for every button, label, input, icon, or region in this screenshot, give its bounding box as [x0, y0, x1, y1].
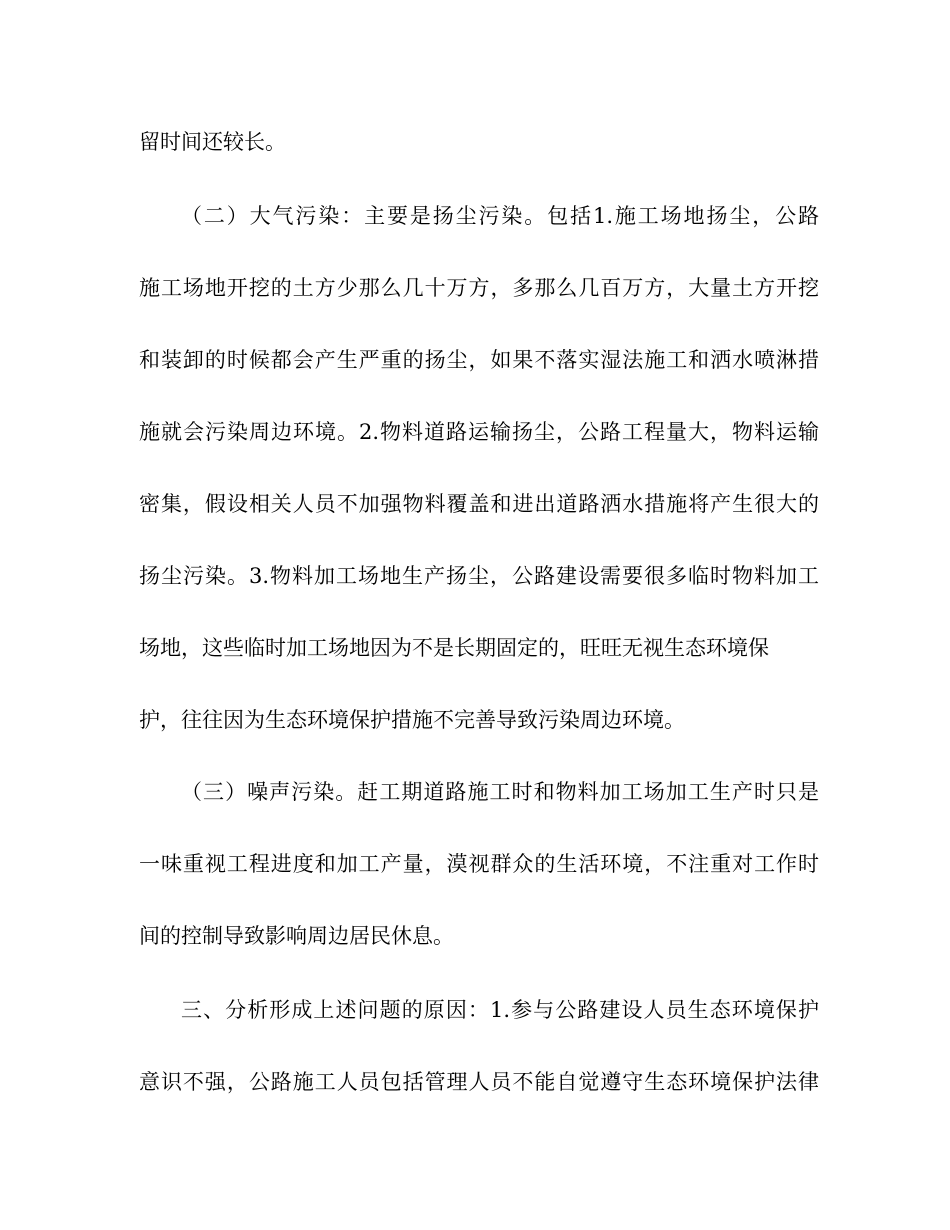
- text-line-12: 间的控制导致影响周边居民休息。: [139, 924, 454, 948]
- text-line-11: 一味重视工程进度和加工产量，漠视群众的生活环境，不注重对工作时: [139, 852, 819, 876]
- text-line-1: 留时间还较长。: [139, 130, 286, 154]
- text-line-13: 三、分析形成上述问题的原因：1.参与公路建设人员生态环境保护: [181, 998, 819, 1022]
- text-line-14: 意识不强，公路施工人员包括管理人员不能自觉遵守生态环境保护法律: [139, 1070, 819, 1094]
- text-line-9: 护，往往因为生态环境保护措施不完善导致污染周边环境。: [139, 708, 685, 732]
- text-line-5: 施就会污染周边环境。2.物料道路运输扬尘，公路工程量大，物料运输: [139, 420, 819, 444]
- text-line-3: 施工场地开挖的土方少那么几十万方，多那么几百万方，大量土方开挖: [139, 276, 819, 300]
- text-line-8: 场地，这些临时加工场地因为不是长期固定的，旺旺无视生态环境保: [139, 636, 769, 660]
- text-line-4: 和装卸的时候都会产生严重的扬尘，如果不落实湿法施工和洒水喷淋措: [139, 348, 819, 372]
- text-line-7: 扬尘污染。3.物料加工场地生产扬尘，公路建设需要很多临时物料加工: [139, 564, 819, 588]
- text-line-2: （二）大气污染：主要是扬尘污染。包括1.施工场地扬尘，公路: [181, 204, 819, 228]
- text-line-6: 密集，假设相关人员不加强物料覆盖和进出道路洒水措施将产生很大的: [139, 492, 819, 516]
- text-line-10: （三）噪声污染。赶工期道路施工时和物料加工场加工生产时只是: [181, 780, 819, 804]
